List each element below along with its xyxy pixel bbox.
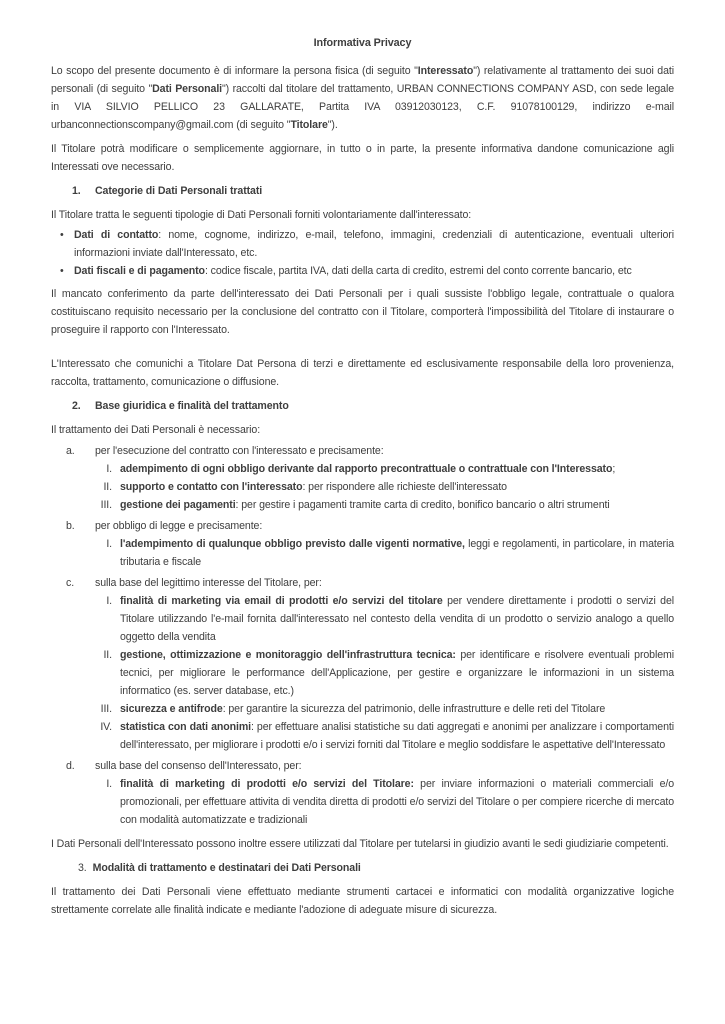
text-segment: : per effettuare analisi statistiche su dati aggregati e anonimi per analizzare i comportamenti dell'interessato, per migliorare i prodotti e/o i servizi forniti dal Titolare e meglio soddisfare le aspettative dell'Interessato xyxy=(120,721,674,751)
alpha-list-item xyxy=(51,442,674,460)
text-segment: Il mancato conferimento da parte dell'interessato dei Dati Personali per i quali sussiste l'obbligo legale, contrattuale o qualora costituiscano requisito necessario per la conclusione del contratto con il Titolare, comporterà l'impossibilità del Titolare di instaurare o proseguire il rapporto con l'Interessato. xyxy=(51,288,674,336)
bold-text-segment: Dati Personali xyxy=(152,83,223,95)
paragraph xyxy=(51,835,674,853)
text-segment: per inviare informazioni o materiali commerciali e/o promozionali, per effettuare attivita di vendita diretta di prodotti e/o servizi del Titolare o per compiere ricerche di mercato con modalità automatizzate e tradizionali xyxy=(120,778,674,826)
alpha-list-item xyxy=(51,517,674,535)
roman-label: IV. xyxy=(100,721,112,733)
text-segment: ") relativamente al trattamento dei suoi dati personali (di seguito " xyxy=(51,65,674,95)
section-heading xyxy=(51,397,674,415)
text-segment: sulla base del consenso dell'Interessato, per: xyxy=(95,760,302,772)
text-segment: : per gestire i pagamenti tramite carta di credito, bonifico bancario o altri strumenti xyxy=(235,499,610,511)
text-segment: : nome, cognome, indirizzo, e-mail, telefono, immagini, credenziali di autenticazione, eventuali ulteriori informazioni inviate dall'Interessato, etc. xyxy=(74,229,674,259)
text-segment: : per garantire la sicurezza del patrimonio, delle infrastrutture e delle reti del Titolare xyxy=(222,703,606,715)
roman-label: II. xyxy=(103,481,112,493)
roman-list-item xyxy=(51,478,674,496)
roman-list-item xyxy=(51,496,674,514)
bold-text-segment: sicurezza e antifrode xyxy=(120,703,223,715)
roman-list-item xyxy=(51,460,674,478)
roman-label: I. xyxy=(106,595,112,607)
paragraph xyxy=(51,285,674,339)
bold-text-segment: gestione, ottimizzazione e monitoraggio dell'infrastruttura tecnica: xyxy=(120,649,456,661)
alpha-label: c. xyxy=(66,577,75,589)
roman-label: III. xyxy=(100,703,112,715)
heading-number: 1. xyxy=(72,185,81,197)
bold-text-segment: finalità di marketing via email di prodotti e/o servizi del titolare xyxy=(120,595,443,607)
bullet-icon: • xyxy=(60,229,64,241)
roman-label: I. xyxy=(106,538,112,550)
text-segment: Il trattamento dei Dati Personali è necessario: xyxy=(51,424,261,436)
alpha-list-item xyxy=(51,757,674,775)
roman-list-item xyxy=(51,775,674,829)
text-segment: Il trattamento dei Dati Personali viene effettuato mediante strumenti cartacei e informatici con modalità organizzative logiche strettamente correlate alle finalità indicate e mediante l'adozione di adeguate misure di sicurezza. xyxy=(51,886,674,916)
text-segment: L'Interessato che comunichi a Titolare Dat Persona di terzi e direttamente ed esclusivamente responsabile della loro provenienza, raccolta, trattamento, comunicazione o diffusione. xyxy=(51,358,674,388)
text-segment: per vendere direttamente i prodotti o servizi del Titolare utilizzando l'e-mail fornita dall'interessato nel contesto della vendita di un prodotto o servizio analogo a quello oggetto della vendita xyxy=(120,595,674,643)
text-segment: : codice fiscale, partita IVA, dati della carta di credito, estremi del conto corrente bancario, etc xyxy=(204,265,632,277)
roman-label: I. xyxy=(106,463,112,475)
text-segment: I Dati Personali dell'Interessato possono inoltre essere utilizzati dal Titolare per tutelarsi in giudizio avanti le sedi giudiziarie competenti. xyxy=(51,838,669,850)
roman-list-item xyxy=(51,718,674,754)
heading-text: Categorie di Dati Personali trattati xyxy=(95,185,263,197)
heading-number: 2. xyxy=(72,400,81,412)
paragraph xyxy=(51,883,674,919)
bullet-icon: • xyxy=(60,265,64,277)
heading-text: Base giuridica e finalità del trattamento xyxy=(95,400,289,412)
heading-number: 3. xyxy=(78,862,87,874)
bold-text-segment: statistica con dati anonimi xyxy=(120,721,251,733)
alpha-list-item xyxy=(51,574,674,592)
roman-label: II. xyxy=(103,649,112,661)
bold-text-segment: finalità di marketing di prodotti e/o servizi del Titolare: xyxy=(120,778,414,790)
text-segment: Lo scopo del presente documento è di informare la persona fisica (di seguito " xyxy=(51,65,418,77)
roman-label: III. xyxy=(100,499,112,511)
paragraph xyxy=(51,140,674,176)
bold-text-segment: gestione dei pagamenti xyxy=(120,499,236,511)
bullet-list-item xyxy=(51,262,674,280)
paragraph xyxy=(51,355,674,391)
text-segment: ") raccolti dal titolare del trattamento, URBAN CONNECTIONS COMPANY ASD, con sede legale in VIA SILVIO PELLICO 23 GALLARATE, Partita IVA 03912030123, C.F. 91078100129, indirizzo e-mail urbanconnectionscompany@gmail.com (di seguito " xyxy=(51,83,674,131)
bold-text-segment: l'adempimento di qualunque obbligo previsto dalle vigenti normative, xyxy=(120,538,465,550)
bullet-list-item xyxy=(51,226,674,262)
text-segment: per obbligo di legge e precisamente: xyxy=(95,520,263,532)
section-heading xyxy=(51,859,674,877)
document-body xyxy=(51,62,674,919)
paragraph xyxy=(51,62,674,134)
roman-list-item xyxy=(51,592,674,646)
roman-list-item xyxy=(51,535,674,571)
bold-text-segment: adempimento di ogni obbligo derivante dal rapporto precontrattuale o contrattuale con l'Interessato xyxy=(120,463,613,475)
alpha-label: b. xyxy=(66,520,75,532)
alpha-label: a. xyxy=(66,445,75,457)
text-segment: "). xyxy=(327,119,338,131)
text-segment: : per rispondere alle richieste dell'interessato xyxy=(302,481,507,493)
roman-list-item xyxy=(51,646,674,700)
bullet-list xyxy=(51,226,674,280)
paragraph xyxy=(51,206,674,224)
paragraph xyxy=(51,421,674,439)
roman-list-item xyxy=(51,700,674,718)
bold-text-segment: Dati fiscali e di pagamento xyxy=(74,265,205,277)
bold-text-segment: Dati di contatto xyxy=(74,229,159,241)
text-segment: Il Titolare potrà modificare o semplicemente aggiornare, in tutto o in parte, la presente informativa dandone comunicazione agli Interessati ove necessario. xyxy=(51,143,674,173)
alpha-list xyxy=(51,442,674,829)
bold-text-segment: Interessato xyxy=(417,65,474,77)
document-title: Informativa Privacy xyxy=(313,37,412,49)
text-segment: Il Titolare tratta le seguenti tipologie di Dati Personali forniti volontariamente dall'interessato: xyxy=(51,209,472,221)
bold-text-segment: supporto e contatto con l'interessato xyxy=(120,481,303,493)
roman-label: I. xyxy=(106,778,112,790)
text-segment: ; xyxy=(612,463,616,475)
heading-text: Modalità di trattamento e destinatari dei Dati Personali xyxy=(92,862,361,874)
text-segment: leggi e regolamenti, in particolare, in materia tributaria e fiscale xyxy=(120,538,674,568)
text-segment: per identificare e risolvere eventuali problemi tecnici, per migliorare le performance dell'Applicazione, per gestire e organizzare le informazioni in un sistema informatico (es. server database, etc.) xyxy=(120,649,675,697)
text-segment: sulla base del legittimo interesse del Titolare, per: xyxy=(95,577,322,589)
bold-text-segment: Titolare xyxy=(290,119,328,131)
section-heading xyxy=(51,182,674,200)
alpha-label: d. xyxy=(66,760,75,772)
text-segment: per l'esecuzione del contratto con l'interessato e precisamente: xyxy=(95,445,384,457)
